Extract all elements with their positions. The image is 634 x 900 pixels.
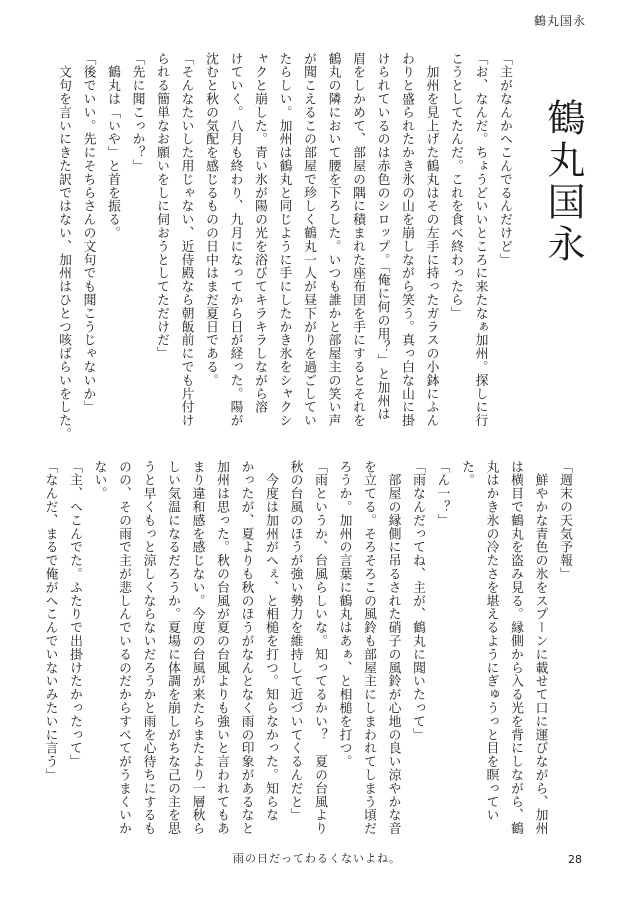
text-line: 鶴丸の隣において腰を下ろした。いつも誰かと部屋主の笑い声	[325, 52, 341, 428]
text-line: 部屋の縁側に吊るされた硝子の風鈴が心地の良い涼やかな音	[385, 460, 401, 836]
text-line: けていく。八月も終わり、九月になってから日が経った。陽が	[227, 52, 243, 428]
text-line: 「主、へこんでた。ふたりで出掛けたかったって」	[67, 460, 82, 769]
text-line: 沈むと秋の気配を感じるものの日中はまだ夏日である。	[203, 52, 218, 387]
text-line: を立てる。そろそろこの風鈴も部屋主にしまわれてしまう頃だ	[361, 460, 376, 836]
text-line: 「先に聞こっか？」	[129, 52, 145, 173]
text-block-bottom	[37, 460, 576, 836]
text-line: 「雨なんだってね、主が、鶴丸に聞いたって」	[410, 460, 425, 742]
text-line: 眉をしかめて、部屋の隅に積まれた座布団を手にするとそれを	[350, 52, 365, 428]
text-line: は横目で鶴丸を盗み見る。縁側から入る光を背にしながら、鶴	[508, 460, 523, 836]
text-line: 今度は加州がへぇ、と相槌を打つ。知らなかった。知らな	[263, 460, 278, 822]
text-line: 加州を見上げた鶴丸はその左手に持ったガラスの小鉢にふん	[423, 52, 439, 428]
text-line: 丸はかき氷の冷たさを堪えるようにぎゅうっと目を瞑ってい	[483, 460, 499, 822]
text-line: られる簡単なお願いをしに伺おうとしてただけだ」	[154, 52, 169, 361]
text-line: たらしい。加州は鶴丸と同じように手にしたかき氷をシャクシ	[276, 52, 292, 428]
text-line: 秋の台風のほうが強い勢力を維持して近づいてくるんだと」	[287, 460, 303, 822]
text-line: 文句を言いにきた訳ではない、加州はひとつ咳ばらいをした。	[56, 52, 71, 441]
text-line: 「週末の天気予報」	[557, 460, 572, 581]
text-line: かったが、夏よりも秋のほうがなんとなく雨の印象があるなと	[238, 460, 254, 836]
footer-caption: 雨の日だってわるくないよね。	[233, 852, 401, 865]
text-line: 鶴丸は「いや」と首を振る。	[105, 52, 120, 240]
text-line: ャクと崩した。青い氷が陽の光を浴びてキラキラしながら溶	[252, 52, 267, 414]
text-line: が聞こえるこの部屋で珍しく鶴丸一人が昼下がりを過ごしてい	[301, 52, 316, 428]
text-line: 「後でいい。先にそちらさんの文句でも聞こうじゃないか」	[80, 52, 96, 414]
text-line: 加州は思った。秋の台風が夏の台風よりも強いと言われてもあ	[214, 460, 229, 836]
text-line: まり違和感を感じない。今度の台風が来たらまたより一層秋ら	[189, 460, 205, 836]
text-line: うと早くもっと涼しくならないだろうかと雨を心待ちにするも	[140, 460, 156, 836]
page-number: 28	[568, 853, 582, 866]
text-line: のの、その雨で主が悲しんでいるのだからすべてがうまくいか	[116, 460, 131, 836]
text-line: ろうか。加州の言葉に鶴丸はあぁ、と相槌を打つ。	[336, 460, 352, 769]
text-line: 「なんだ、まるで俺がへこんでいないみたいに言う」	[42, 460, 58, 782]
text-line: ない。	[91, 460, 107, 501]
text-line: た。	[459, 460, 474, 487]
running-title: 鶴丸国永	[533, 14, 586, 28]
text-line: 鮮やかな青色の氷をスプーンに載せて口に運びながら、加州	[532, 460, 548, 836]
story-title: 鶴丸国永	[541, 98, 585, 266]
text-line: 「ん一？」	[434, 460, 450, 527]
text-line: わりと盛られたかき氷の山を崩しながら笑う。真っ白な山に掛	[399, 52, 414, 428]
text-line: 「お、なんだ。ちょうどいいところに来たなぁ加州。探しに行	[472, 52, 488, 428]
text-line: けられているのは赤色のシロップ。「俺に何の用？」と加州は	[374, 52, 390, 421]
text-line: 「雨というか、台風らしいな。知ってるかい？ 夏の台風より	[312, 460, 327, 836]
text-block-top	[51, 52, 517, 441]
text-line: 「そんなたいした用じゃない、近侍殿なら朝飯前にでも片付け	[178, 52, 194, 428]
text-line: こうとしてたんだ。これを食べ終わったら」	[448, 52, 463, 320]
text-line: しい気温になるだろうか。夏場に体調を崩しがちな己の主を思	[165, 460, 180, 836]
text-line: 「主がなんかへこんでるんだけど」	[497, 52, 512, 267]
